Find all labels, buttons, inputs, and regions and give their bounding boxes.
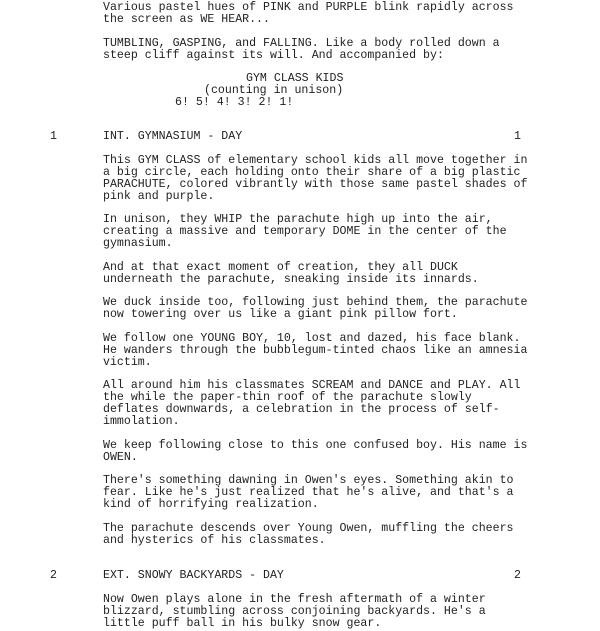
scene-heading: INT. GYMNASIUM - DAY	[103, 130, 243, 143]
action-line: We duck inside too, following just behind them, the parachute	[103, 296, 528, 309]
action-line: pink and purple.	[103, 190, 215, 203]
action-line: PARACHUTE, colored vibrantly with those same pastel shades of	[103, 178, 528, 191]
action-line: gymnasium.	[103, 237, 173, 250]
action-line: underneath the parachute, sneaking inside its innards.	[103, 273, 479, 286]
scene-heading: EXT. SNOWY BACKYARDS - DAY	[103, 569, 284, 582]
action-line: The parachute descends over Young Owen, muffling the cheers	[103, 522, 514, 535]
action-line: blizzard, stumbling across conjoining backyards. He's a	[103, 605, 486, 618]
action-line: He wanders through the bubblegum-tinted chaos like an amnesia	[103, 344, 528, 357]
action-line: We keep following close to this one confused boy. His name is	[103, 439, 528, 452]
scene-number-left: 2	[50, 569, 57, 582]
dialogue-character: GYM CLASS KIDS	[246, 72, 344, 85]
action-line: little puff ball in his bulky snow gear.	[103, 617, 382, 630]
opening-line: the screen as WE HEAR...	[103, 13, 270, 26]
action-line: All around him his classmates SCREAM and DANCE and PLAY. All	[103, 379, 521, 392]
opening-line: TUMBLING, GASPING, and FALLING. Like a body rolled down a	[103, 37, 500, 50]
scene-number-right: 2	[514, 569, 521, 582]
action-line: We follow one YOUNG BOY, 10, lost and dazed, his face blank.	[103, 332, 521, 345]
action-line: This GYM CLASS of elementary school kids all move together in	[103, 154, 528, 167]
opening-line: Various pastel hues of PINK and PURPLE blink rapidly across	[103, 1, 514, 14]
action-line: deflates downwards, a celebration in the process of self-	[103, 403, 500, 416]
action-line: In unison, they WHIP the parachute high up into the air,	[103, 213, 493, 226]
action-line: now towering over us like a giant pink pillow fort.	[103, 308, 458, 321]
dialogue-parenthetical: (counting in unison)	[204, 84, 344, 97]
action-line: creating a massive and temporary DOME in the center of the	[103, 225, 507, 238]
action-line: a big circle, each holding onto their share of a big plastic	[103, 166, 521, 179]
scene-number-right: 1	[514, 130, 521, 143]
action-line: and hysterics of his classmates.	[103, 534, 326, 547]
opening-line: steep cliff against its will. And accompanied by:	[103, 49, 444, 62]
dialogue-line: 6! 5! 4! 3! 2! 1!	[175, 96, 294, 109]
action-line: fear. Like he's just realized that he's alive, and that's a	[103, 486, 514, 499]
action-line: the while the paper-thin roof of the parachute slowly	[103, 391, 472, 404]
action-line: OWEN.	[103, 451, 138, 464]
action-line: immolation.	[103, 415, 180, 428]
action-line: victim.	[103, 356, 152, 369]
action-line: Now Owen plays alone in the fresh aftermath of a winter	[103, 593, 486, 606]
action-line: And at that exact moment of creation, they all DUCK	[103, 261, 458, 274]
action-line: kind of horrifying realization.	[103, 498, 319, 511]
action-line: There's something dawning in Owen's eyes. Something akin to	[103, 474, 514, 487]
scene-number-left: 1	[50, 130, 57, 143]
